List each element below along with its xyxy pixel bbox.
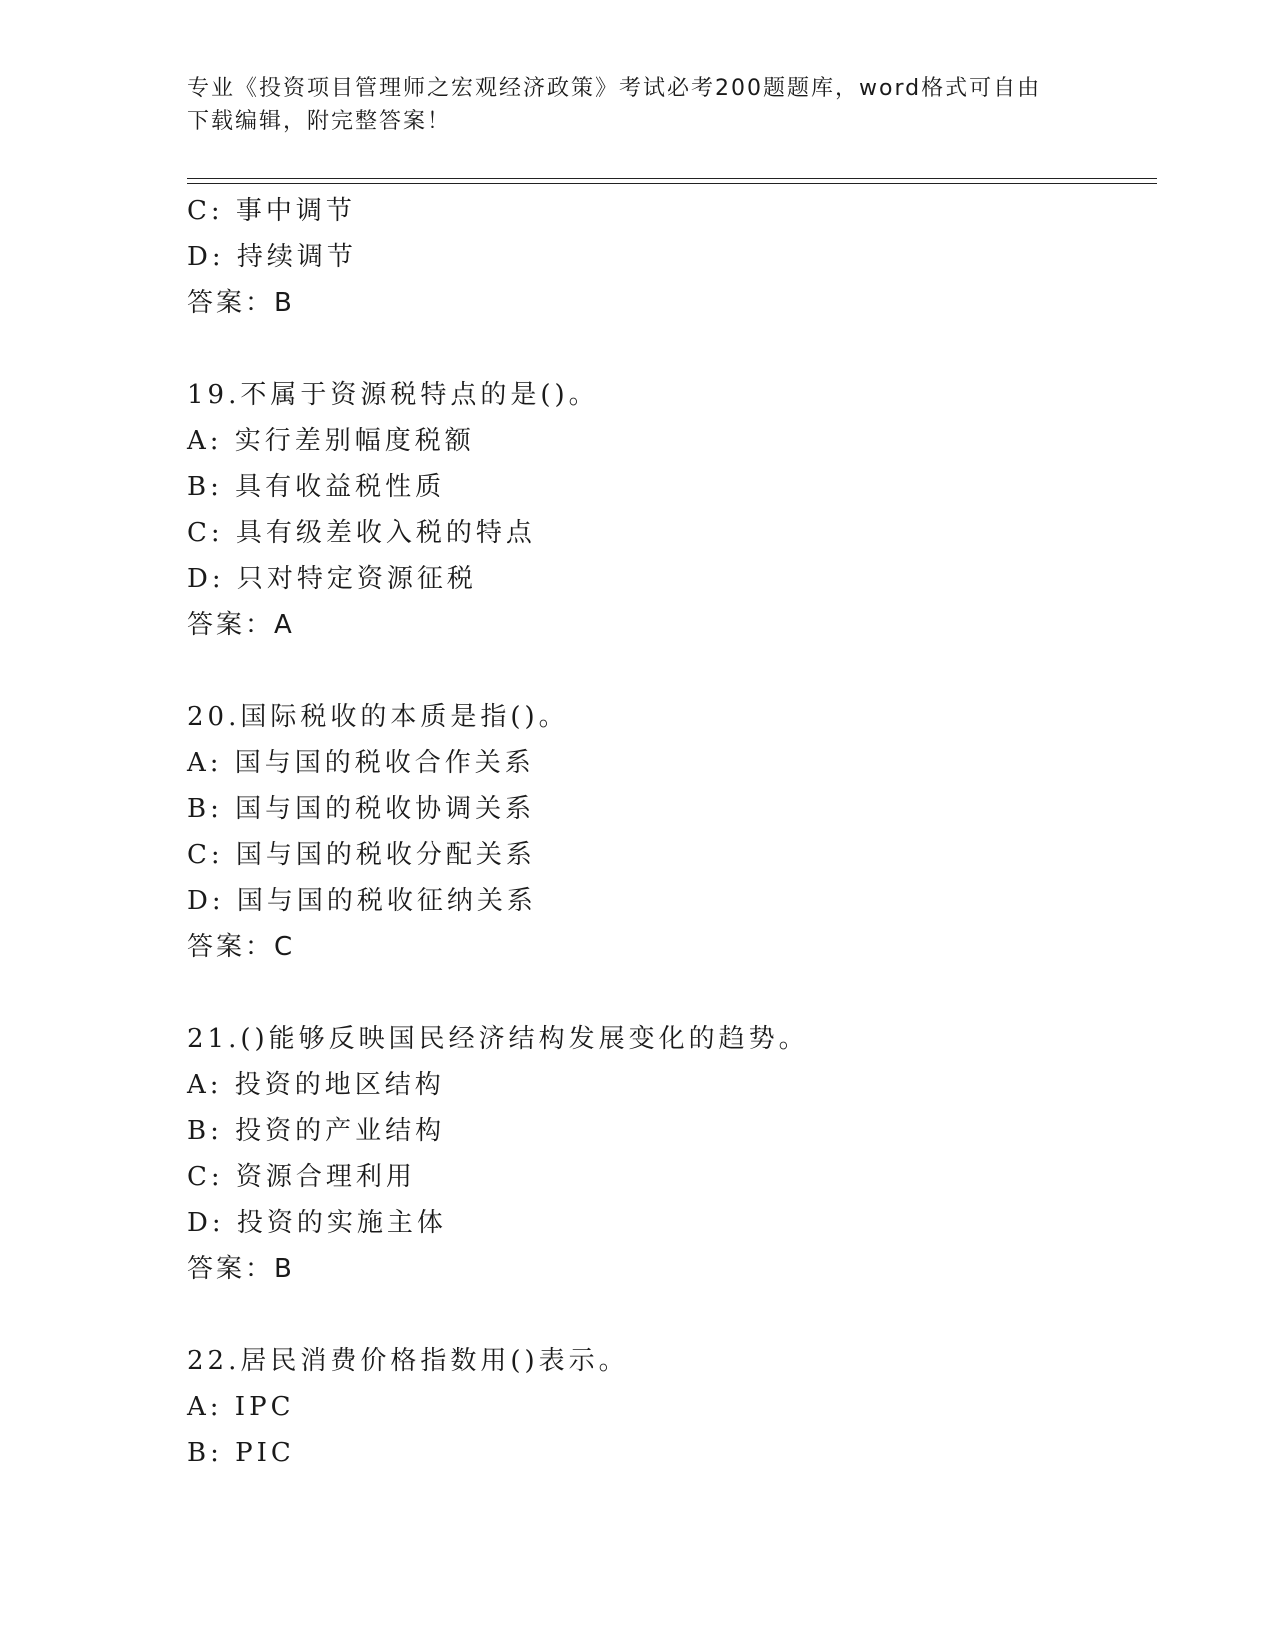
question-stem: 19.不属于资源税特点的是()。 [187, 380, 599, 410]
option-b: B: PIC [187, 1438, 295, 1468]
question-stem: 20.国际税收的本质是指()。 [187, 702, 569, 732]
question-stem: 21.()能够反映国民经济结构发展变化的趋势。 [187, 1024, 809, 1054]
answer: 答案：A [187, 610, 295, 640]
answer: 答案：B [187, 1254, 295, 1284]
answer: 答案：B [187, 288, 295, 318]
option-a: A: 投资的地区结构 [187, 1070, 445, 1100]
option-c: C: 事中调节 [187, 196, 356, 226]
option-c: C: 国与国的税收分配关系 [187, 840, 536, 870]
option-d: D: 只对特定资源征税 [187, 564, 477, 594]
spacer [187, 326, 1147, 372]
spacer [187, 1292, 1147, 1338]
option-b: B: 国与国的税收协调关系 [187, 794, 536, 824]
question-19 [187, 372, 1147, 648]
question-20 [187, 694, 1147, 970]
question-22 [187, 1338, 1147, 1476]
option-d: D: 国与国的税收征纳关系 [187, 886, 537, 916]
question-stem: 22.居民消费价格指数用()表示。 [187, 1346, 629, 1376]
option-d: D: 持续调节 [187, 242, 357, 272]
option-d: D: 投资的实施主体 [187, 1208, 447, 1238]
header-line-1: 专业《投资项目管理师之宏观经济政策》考试必考200题题库，word格式可自由 [187, 76, 1042, 101]
option-b: B: 投资的产业结构 [187, 1116, 446, 1146]
question-list [187, 188, 1147, 1476]
answer: 答案：C [187, 932, 296, 962]
option-b: B: 具有收益税性质 [187, 472, 446, 502]
option-a: A: IPC [187, 1392, 295, 1422]
header-rule-top [187, 178, 1157, 179]
option-c: C: 具有级差收入税的特点 [187, 518, 536, 548]
option-a: A: 国与国的税收合作关系 [187, 748, 535, 778]
option-c: C: 资源合理利用 [187, 1162, 416, 1192]
question-21 [187, 1016, 1147, 1292]
header-line-2: 下载编辑，附完整答案！ [187, 109, 452, 134]
question-18-tail [187, 188, 1147, 326]
header-rule-bottom [187, 183, 1157, 184]
spacer [187, 970, 1147, 1016]
document-header [187, 72, 1087, 138]
spacer [187, 648, 1147, 694]
option-a: A: 实行差别幅度税额 [187, 426, 475, 456]
